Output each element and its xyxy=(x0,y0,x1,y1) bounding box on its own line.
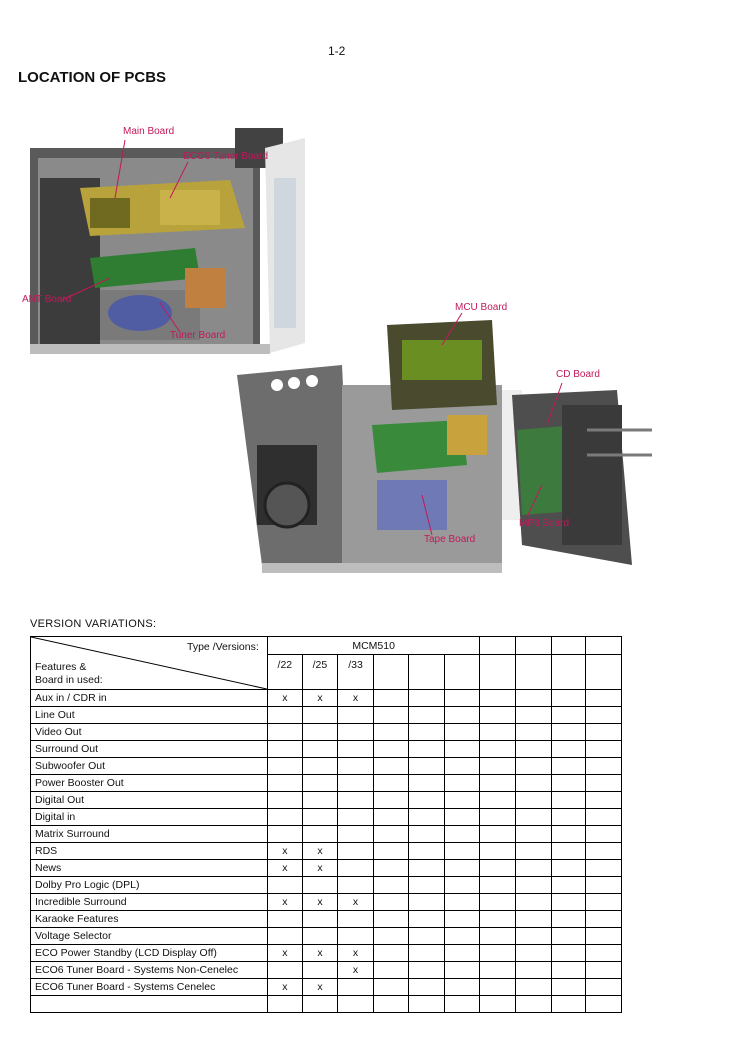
version-header-cell xyxy=(374,655,409,690)
availability-cell xyxy=(409,690,445,707)
table-header-row xyxy=(31,637,622,655)
availability-cell xyxy=(302,826,337,843)
version-header-cell xyxy=(585,655,621,690)
availability-cell xyxy=(445,894,480,911)
availability-cell xyxy=(515,996,551,1013)
availability-cell xyxy=(480,775,515,792)
availability-cell xyxy=(267,741,302,758)
availability-cell xyxy=(445,911,480,928)
availability-cell xyxy=(409,945,445,962)
availability-cell xyxy=(409,809,445,826)
availability-cell xyxy=(409,775,445,792)
availability-cell xyxy=(445,826,480,843)
availability-cell: x xyxy=(338,894,374,911)
table-row xyxy=(31,792,622,809)
availability-cell xyxy=(267,707,302,724)
cd-board-callout: CD Board xyxy=(556,369,600,380)
availability-cell xyxy=(515,928,551,945)
availability-cell xyxy=(551,877,585,894)
table-row xyxy=(31,894,622,911)
table-row xyxy=(31,928,622,945)
availability-cell: x xyxy=(267,979,302,996)
availability-cell: x xyxy=(302,979,337,996)
availability-cell xyxy=(374,860,409,877)
availability-cell xyxy=(302,707,337,724)
empty-header-cell xyxy=(480,637,515,655)
availability-cell xyxy=(551,843,585,860)
availability-cell xyxy=(445,724,480,741)
availability-cell xyxy=(585,775,621,792)
table-row xyxy=(31,877,622,894)
feature-cell: Digital in xyxy=(31,809,268,826)
feature-cell: ECO6 Tuner Board - Systems Cenelec xyxy=(31,979,268,996)
version-header-cell xyxy=(445,655,480,690)
availability-cell xyxy=(302,724,337,741)
availability-cell xyxy=(374,690,409,707)
availability-cell xyxy=(338,724,374,741)
version-header-cell xyxy=(515,655,551,690)
availability-cell xyxy=(302,758,337,775)
availability-cell xyxy=(302,996,337,1013)
features-label xyxy=(35,661,103,687)
feature-cell: Digital Out xyxy=(31,792,268,809)
availability-cell xyxy=(374,996,409,1013)
availability-cell xyxy=(551,894,585,911)
feature-cell: Incredible Surround xyxy=(31,894,268,911)
availability-cell xyxy=(445,690,480,707)
availability-cell xyxy=(515,962,551,979)
availability-cell xyxy=(480,792,515,809)
availability-cell: x xyxy=(267,843,302,860)
feature-cell: News xyxy=(31,860,268,877)
table-row xyxy=(31,775,622,792)
table-row xyxy=(31,826,622,843)
page-number: 1-2 xyxy=(328,44,346,58)
availability-cell: x xyxy=(302,843,337,860)
availability-cell xyxy=(409,724,445,741)
version-variations-table xyxy=(30,636,622,1013)
mp3-board-callout: MP3 Board xyxy=(519,518,570,529)
feature-cell: Surround Out xyxy=(31,741,268,758)
availability-cell xyxy=(267,826,302,843)
availability-cell xyxy=(374,877,409,894)
features-label-line1: Features & xyxy=(35,661,87,673)
availability-cell xyxy=(267,911,302,928)
availability-cell xyxy=(585,843,621,860)
availability-cell xyxy=(585,928,621,945)
version-header-cell: /33 xyxy=(338,655,374,690)
availability-cell xyxy=(445,928,480,945)
availability-cell xyxy=(445,843,480,860)
feature-cell: Aux in / CDR in xyxy=(31,690,268,707)
availability-cell xyxy=(445,775,480,792)
availability-cell xyxy=(374,843,409,860)
availability-cell xyxy=(480,894,515,911)
availability-cell xyxy=(338,707,374,724)
availability-cell xyxy=(551,945,585,962)
availability-cell xyxy=(480,843,515,860)
availability-cell xyxy=(302,741,337,758)
availability-cell xyxy=(515,979,551,996)
availability-cell: x xyxy=(302,894,337,911)
empty-header-cell xyxy=(515,637,551,655)
availability-cell xyxy=(515,911,551,928)
availability-cell xyxy=(585,758,621,775)
availability-cell xyxy=(445,758,480,775)
availability-cell xyxy=(551,690,585,707)
availability-cell xyxy=(374,928,409,945)
availability-cell xyxy=(480,877,515,894)
availability-cell xyxy=(409,911,445,928)
availability-cell xyxy=(374,962,409,979)
availability-cell xyxy=(409,996,445,1013)
mcu-board-callout: MCU Board xyxy=(455,302,508,313)
availability-cell xyxy=(585,945,621,962)
availability-cell xyxy=(585,809,621,826)
availability-cell xyxy=(551,928,585,945)
feature-cell: Video Out xyxy=(31,724,268,741)
availability-cell xyxy=(480,996,515,1013)
availability-cell xyxy=(480,690,515,707)
table-row xyxy=(31,945,622,962)
availability-cell xyxy=(551,775,585,792)
availability-cell xyxy=(480,809,515,826)
eco6-tuner-board-callout: ECO6 Tuner Board xyxy=(183,151,269,162)
availability-cell xyxy=(374,945,409,962)
availability-cell xyxy=(267,775,302,792)
availability-cell xyxy=(338,996,374,1013)
availability-cell xyxy=(585,707,621,724)
version-header-cell: /25 xyxy=(302,655,337,690)
availability-cell xyxy=(480,741,515,758)
availability-cell xyxy=(445,707,480,724)
availability-cell xyxy=(409,928,445,945)
availability-cell xyxy=(515,724,551,741)
availability-cell xyxy=(445,979,480,996)
empty-header-cell xyxy=(585,637,621,655)
availability-cell xyxy=(374,724,409,741)
model-header: MCM510 xyxy=(267,637,480,655)
main-board-callout: Main Board xyxy=(123,126,175,137)
availability-cell xyxy=(338,792,374,809)
version-header-cell xyxy=(551,655,585,690)
availability-cell xyxy=(409,758,445,775)
ant-board-callout: ANT Board xyxy=(22,294,72,305)
availability-cell xyxy=(445,860,480,877)
availability-cell xyxy=(585,911,621,928)
availability-cell xyxy=(585,894,621,911)
table-row xyxy=(31,962,622,979)
availability-cell xyxy=(302,792,337,809)
availability-cell xyxy=(445,741,480,758)
availability-cell xyxy=(409,792,445,809)
availability-cell xyxy=(374,775,409,792)
availability-cell xyxy=(585,979,621,996)
availability-cell xyxy=(338,826,374,843)
availability-cell xyxy=(515,843,551,860)
availability-cell xyxy=(515,945,551,962)
feature-cell: Dolby Pro Logic (DPL) xyxy=(31,877,268,894)
table-row xyxy=(31,741,622,758)
feature-cell: RDS xyxy=(31,843,268,860)
availability-cell xyxy=(374,894,409,911)
availability-cell xyxy=(515,792,551,809)
availability-cell xyxy=(515,758,551,775)
availability-cell xyxy=(409,877,445,894)
availability-cell xyxy=(267,877,302,894)
availability-cell: x xyxy=(267,945,302,962)
availability-cell xyxy=(267,928,302,945)
feature-cell: ECO6 Tuner Board - Systems Non-Cenelec xyxy=(31,962,268,979)
availability-cell: x xyxy=(302,945,337,962)
table-row xyxy=(31,843,622,860)
feature-cell: Karaoke Features xyxy=(31,911,268,928)
availability-cell: x xyxy=(302,860,337,877)
availability-cell xyxy=(480,928,515,945)
availability-cell xyxy=(374,792,409,809)
availability-cell xyxy=(585,996,621,1013)
availability-cell xyxy=(374,911,409,928)
table-row xyxy=(31,809,622,826)
availability-cell xyxy=(515,809,551,826)
availability-cell xyxy=(338,928,374,945)
availability-cell xyxy=(551,724,585,741)
availability-cell xyxy=(338,758,374,775)
availability-cell xyxy=(515,877,551,894)
availability-cell xyxy=(445,792,480,809)
availability-cell xyxy=(551,911,585,928)
availability-cell xyxy=(338,911,374,928)
features-label-line2: Board in used: xyxy=(35,674,103,686)
availability-cell xyxy=(267,996,302,1013)
table-row xyxy=(31,758,622,775)
availability-cell: x xyxy=(338,690,374,707)
availability-cell xyxy=(585,741,621,758)
availability-cell xyxy=(515,894,551,911)
availability-cell xyxy=(409,962,445,979)
availability-cell xyxy=(302,911,337,928)
availability-cell xyxy=(445,945,480,962)
availability-cell xyxy=(551,741,585,758)
availability-cell xyxy=(409,843,445,860)
availability-cell xyxy=(480,758,515,775)
availability-cell xyxy=(551,996,585,1013)
availability-cell: x xyxy=(267,860,302,877)
availability-cell xyxy=(374,707,409,724)
availability-cell xyxy=(515,690,551,707)
availability-cell xyxy=(480,724,515,741)
availability-cell xyxy=(515,826,551,843)
availability-cell xyxy=(302,775,337,792)
table-row xyxy=(31,707,622,724)
availability-cell xyxy=(551,962,585,979)
feature-cell: ECO Power Standby (LCD Display Off) xyxy=(31,945,268,962)
availability-cell xyxy=(267,962,302,979)
availability-cell: x xyxy=(338,945,374,962)
header-diagonal-cell xyxy=(31,637,268,690)
feature-cell: Voltage Selector xyxy=(31,928,268,945)
availability-cell xyxy=(338,809,374,826)
availability-cell: x xyxy=(267,894,302,911)
availability-cell xyxy=(338,741,374,758)
availability-cell xyxy=(551,979,585,996)
availability-cell xyxy=(302,809,337,826)
availability-cell xyxy=(302,928,337,945)
availability-cell xyxy=(445,809,480,826)
table-row xyxy=(31,996,622,1013)
availability-cell xyxy=(551,860,585,877)
version-header-cell xyxy=(480,655,515,690)
availability-cell xyxy=(445,996,480,1013)
availability-cell xyxy=(409,979,445,996)
availability-cell xyxy=(480,945,515,962)
table-row xyxy=(31,690,622,707)
empty-header-cell xyxy=(551,637,585,655)
availability-cell xyxy=(302,877,337,894)
availability-cell xyxy=(374,741,409,758)
availability-cell xyxy=(267,809,302,826)
availability-cell xyxy=(515,775,551,792)
availability-cell xyxy=(374,758,409,775)
version-header-cell xyxy=(409,655,445,690)
availability-cell xyxy=(585,724,621,741)
table-row xyxy=(31,979,622,996)
feature-cell: Matrix Surround xyxy=(31,826,268,843)
feature-cell: Subwoofer Out xyxy=(31,758,268,775)
availability-cell xyxy=(585,860,621,877)
availability-cell xyxy=(338,775,374,792)
availability-cell xyxy=(374,809,409,826)
table-row xyxy=(31,860,622,877)
availability-cell: x xyxy=(267,690,302,707)
availability-cell xyxy=(551,826,585,843)
availability-cell: x xyxy=(302,690,337,707)
availability-cell xyxy=(338,979,374,996)
availability-cell xyxy=(551,758,585,775)
availability-cell xyxy=(409,894,445,911)
type-versions-label: Type /Versions: xyxy=(186,641,259,653)
version-header-cell: /22 xyxy=(267,655,302,690)
availability-cell xyxy=(480,826,515,843)
availability-cell xyxy=(409,826,445,843)
tuner-board-callout: Tuner Board xyxy=(170,330,226,341)
availability-cell xyxy=(551,707,585,724)
availability-cell xyxy=(338,843,374,860)
availability-cell xyxy=(585,877,621,894)
availability-cell: x xyxy=(338,962,374,979)
availability-cell xyxy=(445,877,480,894)
availability-cell xyxy=(374,826,409,843)
availability-cell xyxy=(374,979,409,996)
availability-cell xyxy=(515,741,551,758)
availability-cell xyxy=(409,860,445,877)
availability-cell xyxy=(585,826,621,843)
availability-cell xyxy=(445,962,480,979)
availability-cell xyxy=(267,758,302,775)
availability-cell xyxy=(480,860,515,877)
availability-cell xyxy=(585,690,621,707)
availability-cell xyxy=(409,707,445,724)
feature-cell: Line Out xyxy=(31,707,268,724)
availability-cell xyxy=(551,809,585,826)
availability-cell xyxy=(338,860,374,877)
availability-cell xyxy=(480,962,515,979)
feature-cell: Power Booster Out xyxy=(31,775,268,792)
version-variations-label: VERSION VARIATIONS: xyxy=(30,618,157,630)
availability-cell xyxy=(515,860,551,877)
availability-cell xyxy=(480,979,515,996)
availability-cell xyxy=(409,741,445,758)
availability-cell xyxy=(585,962,621,979)
availability-cell xyxy=(585,792,621,809)
feature-cell xyxy=(31,996,268,1013)
availability-cell xyxy=(267,724,302,741)
table-row xyxy=(31,911,622,928)
table-row xyxy=(31,724,622,741)
availability-cell xyxy=(480,707,515,724)
availability-cell xyxy=(515,707,551,724)
availability-cell xyxy=(302,962,337,979)
availability-cell xyxy=(338,877,374,894)
page-title: LOCATION OF PCBS xyxy=(18,69,167,86)
availability-cell xyxy=(267,792,302,809)
availability-cell xyxy=(480,911,515,928)
availability-cell xyxy=(551,792,585,809)
tape-board-callout: Tape Board xyxy=(424,534,476,545)
